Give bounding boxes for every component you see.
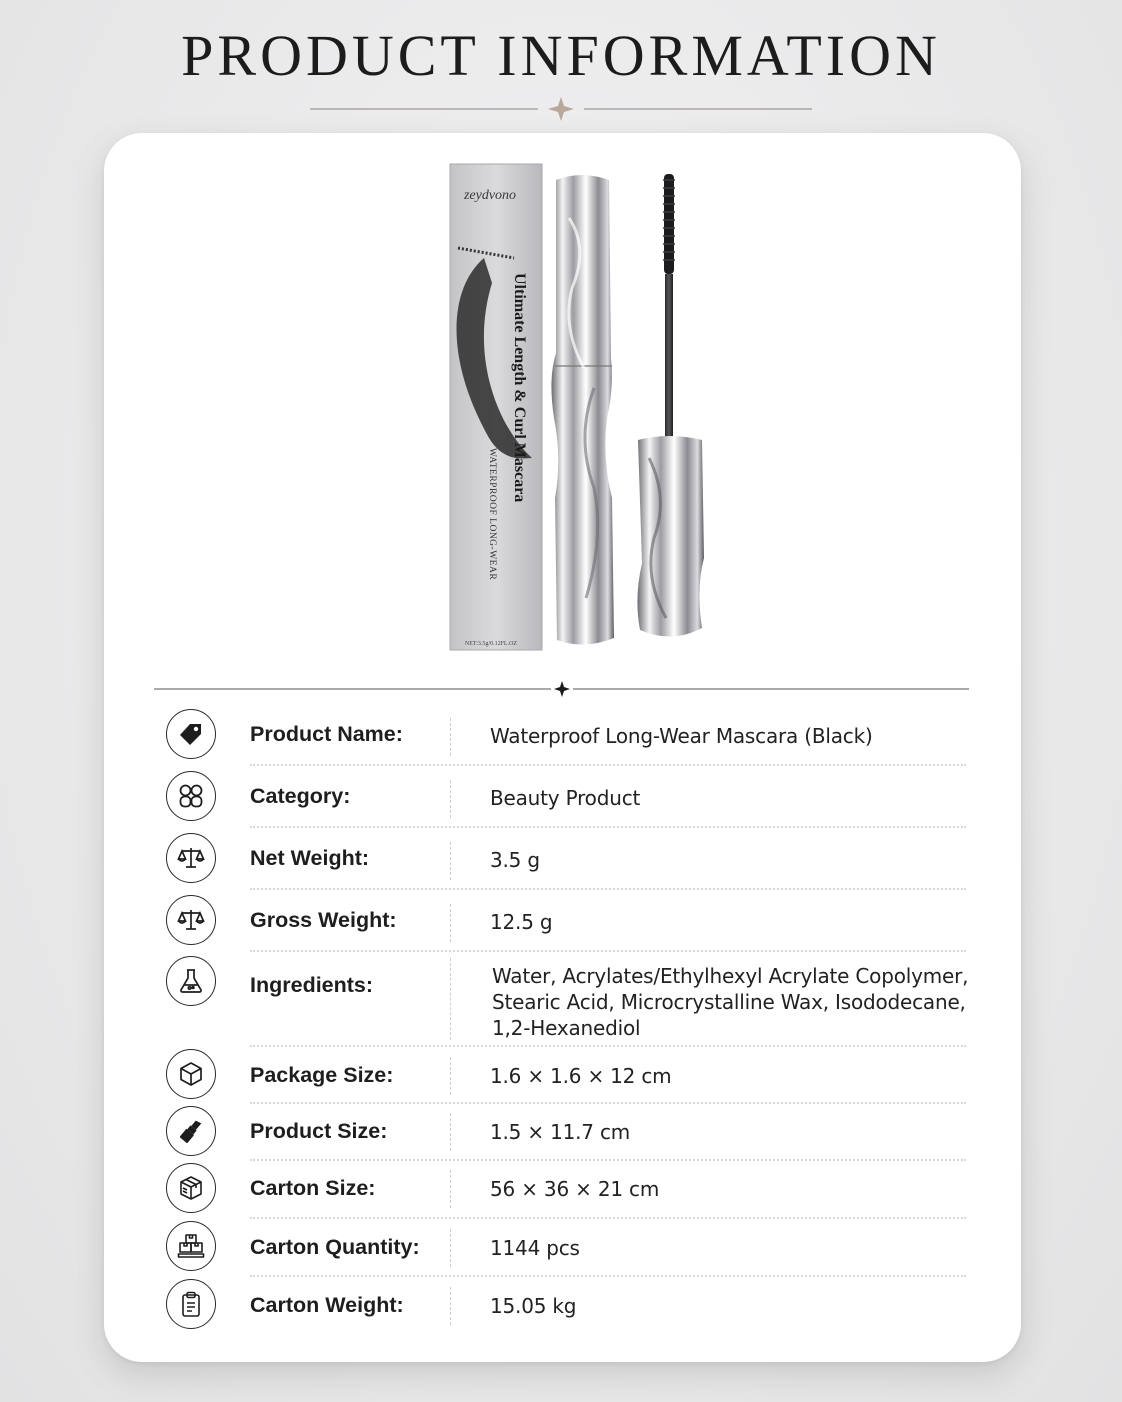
spec-value: 1144 pcs (490, 1236, 580, 1260)
spec-value: 15.05 kg (490, 1294, 577, 1318)
lipstick-icon (166, 1106, 216, 1156)
column-separator (450, 1057, 451, 1095)
scale-icon (166, 895, 216, 945)
spec-row-gross-weight (104, 890, 1021, 952)
spec-row-product-name (104, 698, 1021, 760)
column-separator (450, 780, 451, 818)
clipboard-icon (166, 1279, 216, 1329)
category-grid-icon (166, 771, 216, 821)
flask-icon (166, 956, 216, 1006)
column-separator (450, 1287, 451, 1325)
sparkle-icon (548, 97, 574, 121)
carton-box-icon (166, 1163, 216, 1213)
section-divider (154, 681, 969, 697)
spec-label: Product Size: (250, 1119, 388, 1143)
spec-label: Carton Size: (250, 1176, 376, 1200)
ingredients-line: 1,2-Hexanediol (492, 1016, 641, 1040)
spec-value: 12.5 g (490, 910, 553, 934)
spec-label: Carton Quantity: (250, 1235, 420, 1259)
page-title: PRODUCT INFORMATION (181, 23, 941, 88)
column-separator (450, 904, 451, 942)
column-separator (450, 958, 451, 1040)
package-cube-icon (166, 1049, 216, 1099)
spec-value (492, 963, 968, 1041)
title-ornament (310, 97, 812, 123)
scale-icon (166, 833, 216, 883)
spec-value: 1.6 × 1.6 × 12 cm (490, 1064, 672, 1088)
product-image (444, 158, 714, 658)
spec-label: Category: (250, 784, 351, 808)
spec-row-category (104, 766, 1021, 828)
spec-row-carton-weight (104, 1275, 1021, 1333)
spec-label: Carton Weight: (250, 1293, 404, 1317)
box-subtitle: WATERPROOF LONG-WEAR (487, 448, 497, 581)
spec-label: Package Size: (250, 1063, 394, 1087)
column-separator (450, 1229, 451, 1267)
spec-value: 1.5 × 11.7 cm (490, 1120, 631, 1144)
box-net: NET:3.5g/0.12FL.OZ (464, 641, 518, 647)
stacked-boxes-icon (166, 1221, 216, 1271)
spec-row-ingredients (104, 952, 1021, 1044)
sparkle-icon (554, 681, 570, 697)
price-tag-icon (166, 709, 216, 759)
product-info-card (104, 133, 1021, 1362)
spec-row-net-weight (104, 828, 1021, 890)
box-brand: zeydvono (463, 188, 517, 203)
spec-row-carton-size (104, 1159, 1021, 1217)
ingredients-line: Stearic Acid, Microcrystalline Wax, Isododecane, (492, 990, 966, 1014)
spec-row-product-size (104, 1102, 1021, 1160)
spec-value: Waterproof Long-Wear Mascara (Black) (490, 724, 873, 748)
column-separator (450, 718, 451, 756)
spec-value: Beauty Product (490, 786, 641, 810)
spec-label: Gross Weight: (250, 908, 397, 932)
spec-row-carton-quantity (104, 1217, 1021, 1275)
ingredients-line: Water, Acrylates/Ethylhexyl Acrylate Copolymer, (492, 964, 969, 988)
column-separator (450, 1170, 451, 1208)
spec-label: Net Weight: (250, 846, 370, 870)
box-title: Ultimate Length & Curl Mascara (511, 273, 528, 503)
spec-row-package-size (104, 1045, 1021, 1103)
spec-label: Product Name: (250, 722, 403, 746)
column-separator (450, 1113, 451, 1151)
spec-value: 56 × 36 × 21 cm (490, 1177, 660, 1201)
spec-label: Ingredients: (250, 973, 374, 997)
column-separator (450, 842, 451, 880)
spec-value: 3.5 g (490, 848, 540, 872)
